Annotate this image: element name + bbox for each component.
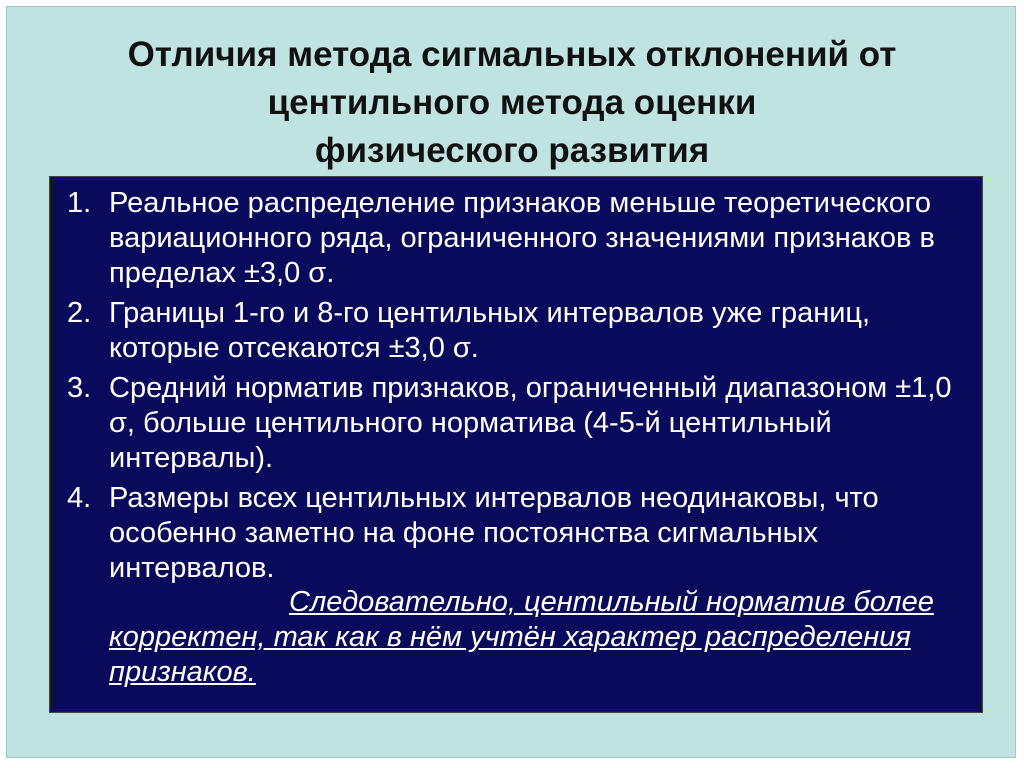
conclusion-text: Следовательно, центильный норматив более корректен, так как в нём учтён характер распределения признаков. bbox=[109, 586, 934, 688]
slide-title bbox=[7, 31, 1017, 175]
content-panel bbox=[50, 177, 982, 712]
list-item bbox=[67, 186, 967, 291]
item-number: 3. bbox=[67, 372, 92, 404]
slide bbox=[6, 6, 1016, 758]
list-item bbox=[67, 371, 967, 476]
item-text: Границы 1-го и 8-го центильных интервалов уже границ, которые отсекаются ±3,0 σ. bbox=[109, 297, 871, 364]
item-number: 4. bbox=[67, 482, 92, 514]
differences-list bbox=[67, 186, 967, 591]
item-number: 1. bbox=[67, 187, 92, 219]
title-line-1: Отличия метода сигмальных отклонений от bbox=[127, 35, 897, 74]
item-text: Размеры всех центильных интервалов неодинаковы, что особенно заметно на фоне постоянства сигмальных интервалов. bbox=[109, 482, 879, 584]
title-line-3: физического развития bbox=[314, 131, 710, 170]
item-number: 2. bbox=[67, 297, 92, 329]
item-text: Реальное распределение признаков меньше теоретического вариационного ряда, ограниченного значениями признаков в пределах ±3,0 σ. bbox=[109, 187, 935, 289]
item-text: Средний норматив признаков, ограниченный диапазоном ±1,0 σ, больше центильного норматива (4-5-й центильный интервалы). bbox=[109, 372, 952, 474]
title-line-2: центильного метода оценки bbox=[267, 83, 757, 122]
list-item bbox=[67, 481, 967, 586]
list-item bbox=[67, 296, 967, 366]
